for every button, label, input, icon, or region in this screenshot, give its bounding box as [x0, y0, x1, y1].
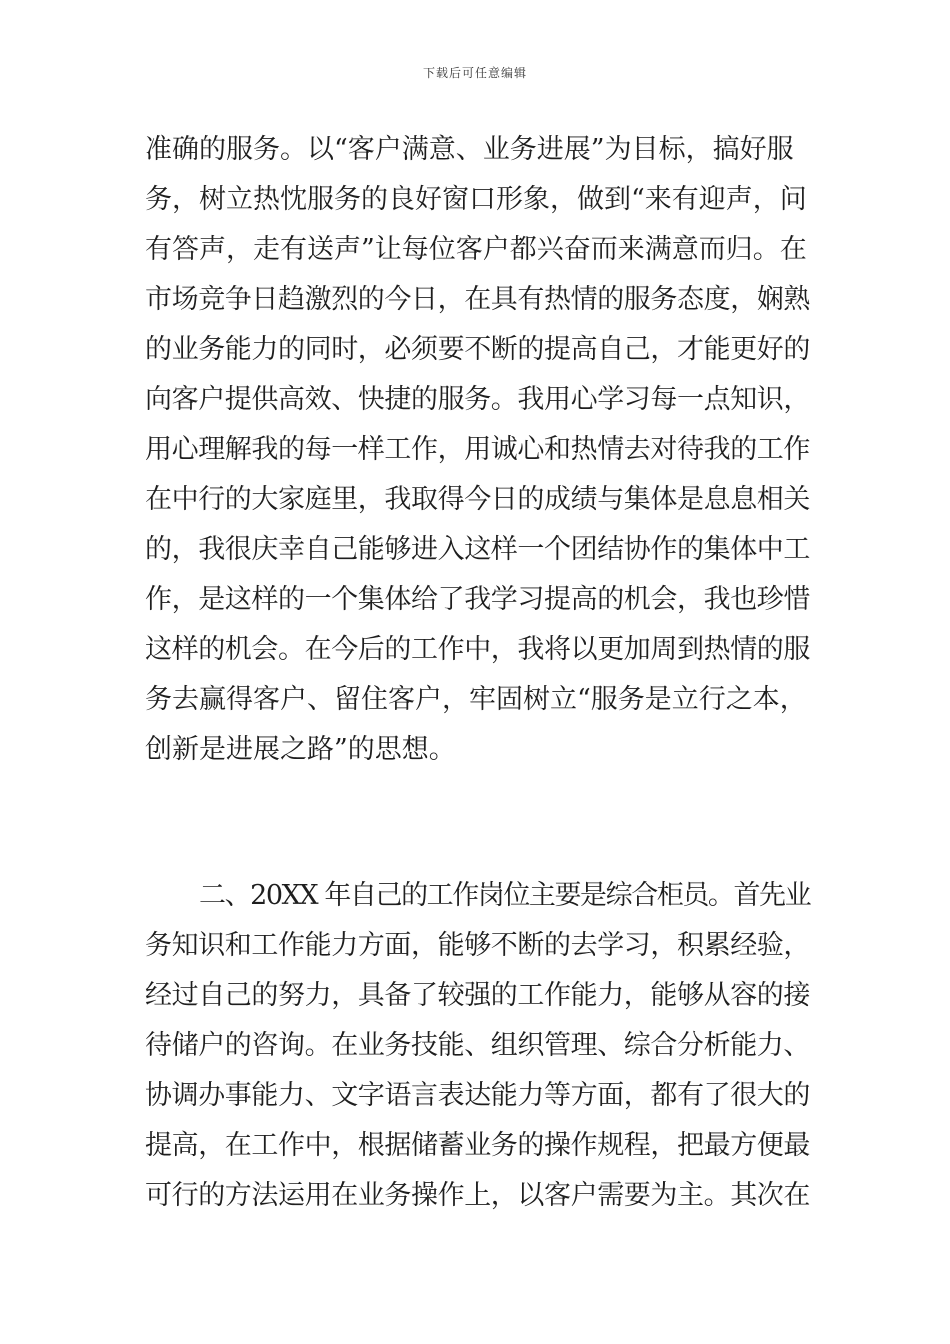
text-line: 提高，在工作中，根据储蓄业务的操作规程，把最方便最 — [145, 1130, 810, 1161]
text-line: 的，我很庆幸自己能够进入这样一个团结协作的集体中工 — [145, 534, 810, 565]
text-line: 可行的方法运用在业务操作上，以客户需要为主。其次在 — [145, 1180, 810, 1211]
text-line: 这样的机会。在今后的工作中，我将以更加周到热情的服 — [145, 634, 810, 665]
text-line: 务，树立热忱服务的良好窗口形象，做到“来有迎声，问 — [145, 184, 807, 215]
text-line: 经过自己的努力，具备了较强的工作能力，能够从容的接 — [145, 980, 810, 1011]
text-line: 向客户提供高效、快捷的服务。我用心学习每一点知识， — [145, 384, 810, 415]
text-line: 作，是这样的一个集体给了我学习提高的机会，我也珍惜 — [145, 584, 810, 615]
text-line: 的业务能力的同时，必须要不断的提高自己，才能更好的 — [145, 334, 810, 365]
text-line: 市场竞争日趋激烈的今日，在具有热情的服务态度，娴熟 — [145, 284, 810, 315]
text-line: 用心理解我的每一样工作，用诚心和热情去对待我的工作 — [145, 434, 810, 465]
text-line: 协调办事能力、文字语言表达能力等方面，都有了很大的 — [145, 1080, 810, 1111]
text-line: 务知识和工作能力方面，能够不断的去学习，积累经验， — [145, 930, 810, 961]
text-line: 有答声，走有送声”让每位客户都兴奋而来满意而归。在 — [145, 234, 807, 265]
text-line: 务去赢得客户、留住客户，牢固树立“服务是立行之本， — [145, 684, 807, 715]
text-line: 待储户的咨询。在业务技能、组织管理、综合分析能力、 — [145, 1030, 810, 1061]
text-line: 准确的服务。以“客户满意、业务进展”为目标，搞好服 — [145, 134, 794, 165]
text-line: 二、20XX 年自己的工作岗位主要是综合柜员。首先业 — [199, 880, 811, 911]
header-note: 下载后可任意编辑 — [422, 66, 527, 80]
text-line: 在中行的大家庭里，我取得今日的成绩与集体是息息相关 — [145, 484, 810, 515]
text-line: 创新是进展之路”的思想。 — [145, 734, 456, 765]
